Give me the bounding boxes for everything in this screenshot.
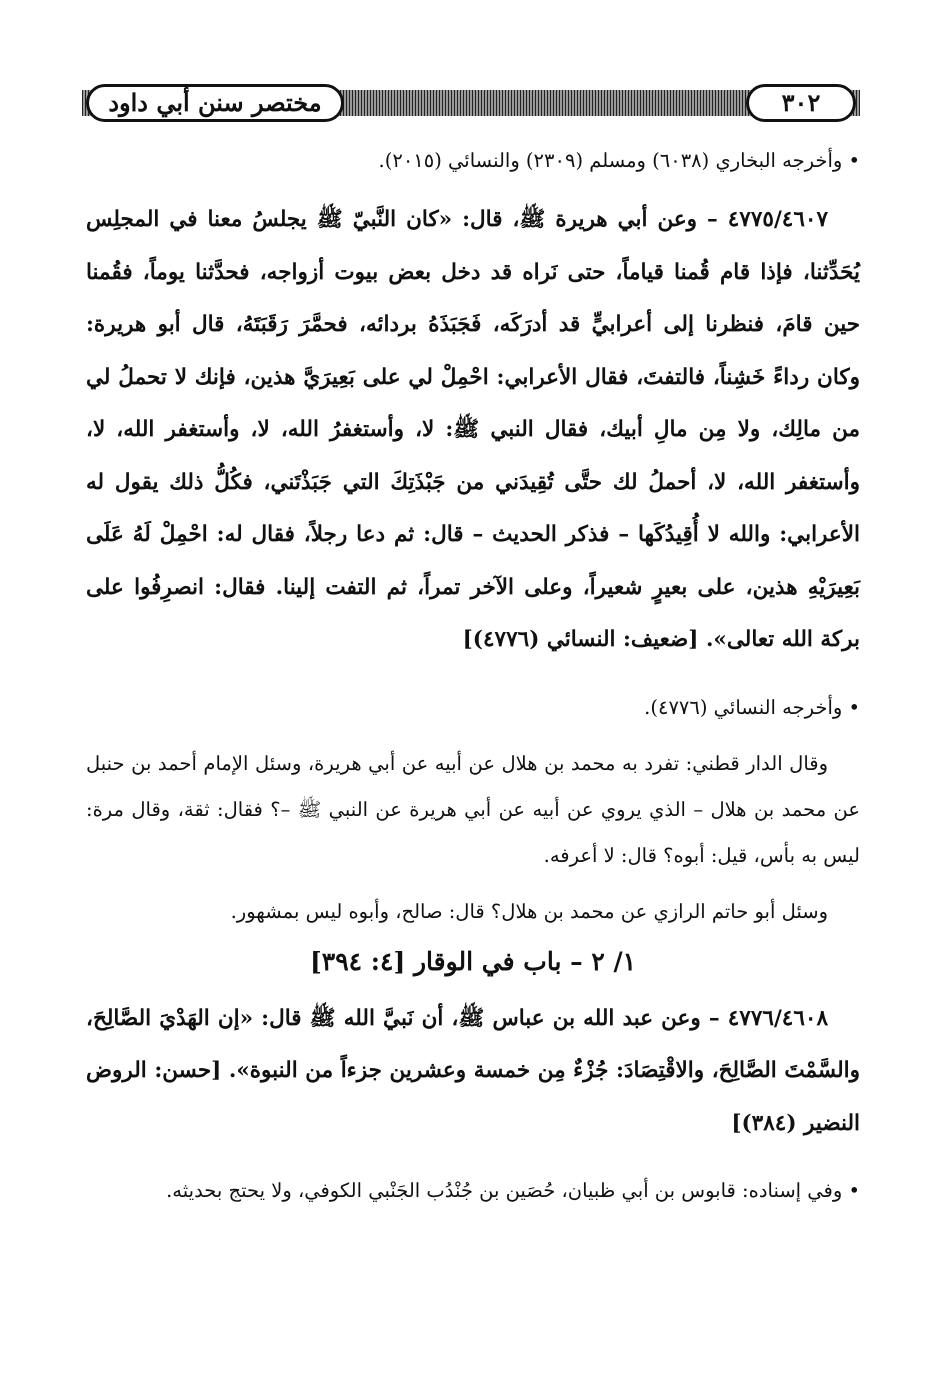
isnad-note: • وفي إسناده: قابوس بن أبي ظبيان، حُصَين بن جُنْدُب الجَنْبي الكوفي، ولا يحتج بحديثه. [166,1179,860,1202]
page-header [82,84,860,126]
hadith-4775: ٤٧٧٥/٤٦٠٧ – وعن أبي هريرة ﷺ، قال: «كان النَّبيّ ﷺ يجلسُ معنا في المجلِس يُحَدِّثنا، فإذا قام قُمنا قياماً، حتى نَراه قد دخل بعض بيوت أزواجه، فحدَّثنا يوماً، فقُمنا حين قامَ، فنظرنا إلى أعرابيٍّ قد أدرَكَه، فَجَبَذَهُ بردائه، فحمَّرَ رَقَبَتَهُ، قال أبو هريرة: وكان رداءً خَشِناً، فالتفتَ، فقال الأعرابي: احْمِلْ لي على بَعِيرَيَّ هذين، فإنك لا تحملُ لي من مالِك، ولا مِن مالِ أبيك، فقال النبي ﷺ: لا، وأستغفرُ الله، لا، وأستغفر الله، لا، وأستغفر الله، لا، أحملُ لك حتَّى تُقِيدَني من جَبْذَتِكَ التي جَبَذْتَني، فكُلُّ ذلك يقول له الأعرابي: والله لا أُقِيدُكَها – فذكر الحديث – قال: ثم دعا رجلاً، فقال له: احْمِلْ لَهُ عَلَى بَعِيرَيْهِ هذين، على بعيرٍ شعيراً، وعلى الآخر تمراً، ثم التفت إلينا. فقال: انصرِفُوا على بركة الله تعالى». [ضعيف: النسائي (٤٧٧٦)] [86,207,860,652]
page-body [86,138,860,1214]
takhrij-note-1: • وأخرجه البخاري (٦٠٣٨) ومسلم (٢٣٠٩) والنسائي (٢٠١٥). [378,149,860,172]
page-number: ٣٠٢ [746,84,856,122]
commentary-daraqutni: وقال الدار قطني: تفرد به محمد بن هلال عن أبيه عن أبي هريرة، وسئل الإمام أحمد بن حنبل عن محمد بن هلال – الذي يروي عن أبيه عن أبي هريرة عن النبي ﷺ –؟ فقال: ثقة، وقال مرة: ليس به بأس، قيل: أبوه؟ قال: لا أعرفه. [86,751,860,867]
takhrij-note-2: • وأخرجه النسائي (٤٧٧٦). [644,695,860,719]
commentary-abu-hatim: وسئل أبو حاتم الرازي عن محمد بن هلال؟ قال: صالح، وأبوه ليس بمشهور. [230,899,828,923]
hadith-4776: ٤٧٧٦/٤٦٠٨ – وعن عبد الله بن عباس ﷺ، أن نَبيَّ الله ﷺ قال: «إن الهَدْيَ الصَّالِحَ، والسَّمْتَ الصَّالِحَ، والاقْتِصَادَ: جُزْءٌ مِن خمسة وعشرين جزءاً من النبوة». [حسن: الروض النضير (٣٨٤)] [86,1005,860,1136]
chapter-heading: ١/ ٢ – باب في الوقار [٤: ٣٩٤] [309,946,637,976]
book-title: مختصر سنن أبي داود [86,84,344,122]
